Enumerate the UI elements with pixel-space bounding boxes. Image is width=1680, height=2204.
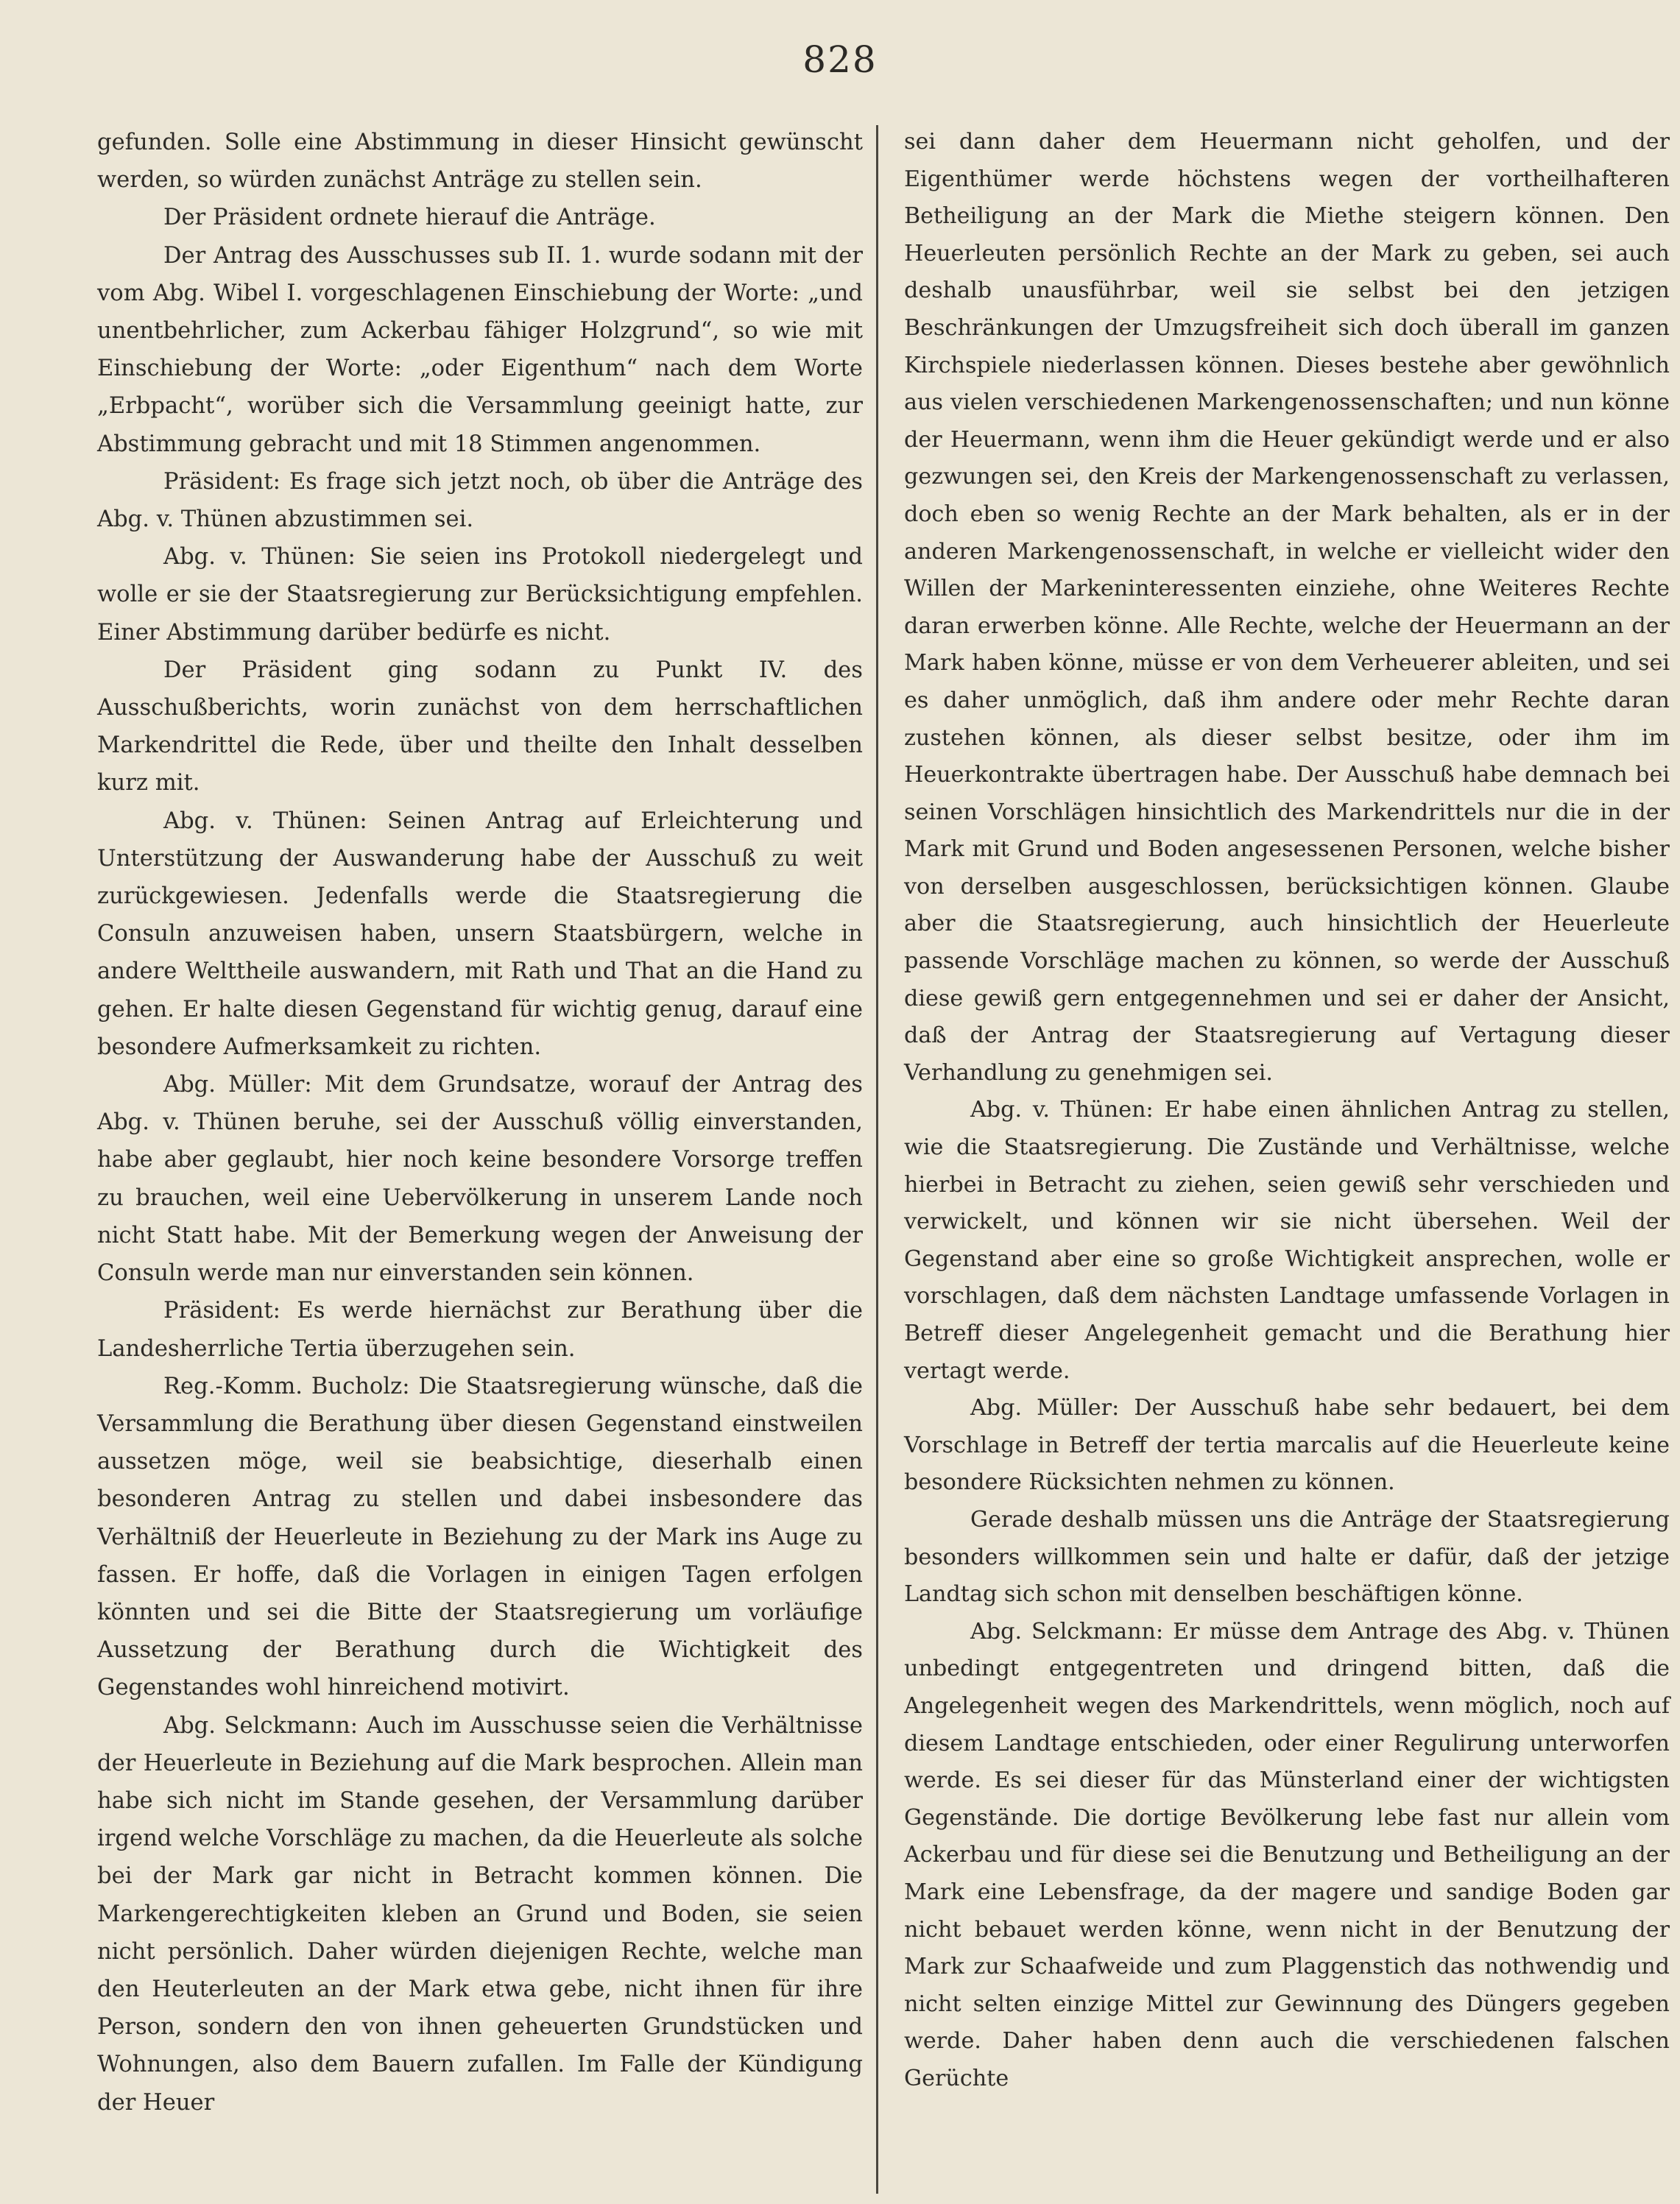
paragraph: Der Präsident ging sodann zu Punkt IV. des Ausschußberichts, worin zunächst von dem herrschaftlichen Markendrittel die Rede, über und theilte den Inhalt desselben kurz mit. xyxy=(97,657,863,797)
paragraph: Reg.-Komm. Bucholz: Die Staatsregierung wünsche, daß die Versammlung die Berathung über diesen Gegenstand einstweilen aussetzen möge, weil sie beabsichtige, dieserhalb einen besonderen Antrag zu stellen und dabei insbesondere das Verhältniß der Heuerleute in Beziehung zu der Mark ins Auge zu fassen. Er hoffe, daß die Vorlagen in einigen Tagen erfolgen könnten und sei die Bitte der Staatsregierung um vorläufige Aussetzung der Berathung durch die Wichtigkeit des Gegenstandes wohl hinreichend motivirt. xyxy=(97,1373,863,1701)
paragraph: sei dann daher dem Heuermann nicht geholfen, und der Eigenthümer werde höchstens wegen der vortheilhafteren Betheiligung an der Mark die Miethe steigern können. Den Heuerleuten persönlich Rechte an der Mark zu geben, sei auch deshalb unausführbar, weil sie selbst bei den jetzigen Beschränkungen der Umzugsfreiheit sich doch überall im ganzen Kirchspiele niederlassen können. Dieses bestehe aber gewöhnlich aus vielen verschiedenen Markengenossenschaften; und nun könne der Heuermann, wenn ihm die Heuer gekündigt werde und er also gezwungen sei, den Kreis der Markengenossenschaft zu verlassen, doch eben so wenig Rechte an der Mark behalten, als er in der anderen Markengenossenschaft, in welche er vielleicht wider den Willen der Markeninteressenten einziehe, ohne Weiteres Rechte daran erwerben könne. Alle Rechte, welche der Heuermann an der Mark haben könne, müsse er von dem Verheuerer ableiten, und sei es daher unmöglich, daß ihm andere oder mehr Rechte daran zustehen können, als dieser selbst besitze, oder ihm im Heuerkontrakte übertragen habe. Der Ausschuß habe demnach bei seinen Vorschlägen hinsichtlich des Markendrittels nur die in der Mark mit Grund und Boden angesessenen Personen, welche bisher von derselben ausgeschlossen, berücksichtigen können. Glaube aber die Staatsregierung, auch hinsichtlich der Heuerleute passende Vorschläge machen zu können, so werde der Ausschuß diese gewiß gern entgegennehmen und sei er daher der Ansicht, daß der Antrag der Staatsregierung auf Vertagung dieser Verhandlung zu genehmigen sei. xyxy=(904,129,1670,1086)
paragraph: Gerade deshalb müssen uns die Anträge der Staatsregierung besonders willkommen sein und halte er dafür, daß der jetzige Landtag sich schon mit denselben beschäftigen könne. xyxy=(904,1506,1670,1608)
paragraph: Abg. v. Thünen: Seinen Antrag auf Erleichterung und Unterstützung der Auswanderung habe der Ausschuß zu weit zurückgewiesen. Jedenfalls werde die Staatsregierung die Consuln anzuweisen haben, unsern Staatsbürgern, welche in andere Welttheile auswandern, mit Rath und That an die Hand zu gehen. Er halte diesen Gegenstand für wichtig genug, darauf eine besondere Aufmerksamkeit zu richten. xyxy=(97,808,863,1060)
column-divider xyxy=(876,125,878,2194)
paragraph: Abg. v. Thünen: Sie seien ins Protokoll niedergelegt und wolle er sie der Staatsregierung zur Berücksichtigung empfehlen. Einer Abstimmung darüber bedürfe es nicht. xyxy=(97,544,863,646)
left-column xyxy=(97,124,863,2122)
paragraph: Der Präsident ordnete hierauf die Anträge. xyxy=(163,205,656,231)
paragraph: Abg. Müller: Der Ausschuß habe sehr bedauert, bei dem Vorschlage in Betreff der tertia marcalis auf die Heuerleute keine besondere Rücksichten nehmen zu können. xyxy=(904,1395,1670,1496)
paragraph: Der Antrag des Ausschusses sub II. 1. wurde sodann mit der vom Abg. Wibel I. vorgeschlagenen Einschiebung der Worte: „und unentbehrlicher, zum Ackerbau fähiger Holzgrund“, so wie mit Einschiebung der Worte: „oder Eigenthum“ nach dem Worte „Erbpacht“, worüber sich die Versammlung geeinigt hatte, zur Abstimmung gebracht und mit 18 Stimmen angenommen. xyxy=(97,242,863,457)
page-number: 828 xyxy=(802,38,878,81)
paragraph: Abg. v. Thünen: Er habe einen ähnlichen Antrag zu stellen, wie die Staatsregierung. Die Zustände und Verhältnisse, welche hierbei in Betracht zu ziehen, seien gewiß sehr verschieden und verwickelt, und können wir sie nicht übersehen. Weil der Gegenstand aber eine so große Wichtigkeit ansprechen, wolle er vorschlagen, daß dem nächsten Landtage umfassende Vorlagen in Betreff dieser Angelegenheit gemacht und die Berathung hier vertagt werde. xyxy=(904,1097,1670,1384)
paragraph: Abg. Selckmann: Er müsse dem Antrage des Abg. v. Thünen unbedingt entgegentreten und dringend bitten, daß die Angelegenheit wegen des Markendrittels, wenn möglich, noch auf diesem Landtage entschieden, oder einer Regulirung unterworfen werde. Es sei dieser für das Münsterland einer der wichtigsten Gegenstände. Die dortige Bevölkerung lebe fast nur allein vom Ackerbau und für diese sei die Benutzung und Betheiligung an der Mark eine Lebensfrage, da der magere und sandige Boden gar nicht bebauet werden könne, wenn nicht in der Benutzung der Mark zur Schaafweide und zum Plaggenstich das nothwendig und nicht selten einzige Mittel zur Gewinnung des Düngers gegeben werde. Daher haben denn auch die verschiedenen falschen Gerüchte xyxy=(904,1618,1670,2091)
paragraph: Abg. Selckmann: Auch im Ausschusse seien die Verhältnisse der Heuerleute in Beziehung auf die Mark besprochen. Allein man habe sich nicht im Stande gesehen, der Versammlung darüber irgend welche Vorschläge zu machen, da die Heuerleute als solche bei der Mark gar nicht in Betracht kommen können. Die Markengerechtigkeiten kleben an Grund und Boden, sie seien nicht persönlich. Daher würden diejenigen Rechte, welche man den Heuterleuten an der Mark etwa gebe, nicht ihnen für ihre Person, sondern den von ihnen geheuerten Grundstücken und Wohnungen, also dem Bauern zufallen. Im Falle der Kündigung der Heuer xyxy=(97,1712,863,2116)
paragraph: Präsident: Es werde hiernächst zur Berathung über die Landesherrliche Tertia überzugehen sein. xyxy=(97,1298,863,1362)
paragraph: Abg. Müller: Mit dem Grundsatze, worauf der Antrag des Abg. v. Thünen beruhe, sei der Ausschuß völlig einverstanden, habe aber geglaubt, hier noch keine besondere Vorsorge treffen zu brauchen, weil eine Uebervölkerung in unserem Lande noch nicht Statt habe. Mit der Bemerkung wegen der Anweisung der Consuln werde man nur einverstanden sein können. xyxy=(97,1072,863,1287)
paragraph: gefunden. Solle eine Abstimmung in dieser Hinsicht gewünscht werden, so würden zunächst Anträge zu stellen sein. xyxy=(97,130,863,194)
right-column xyxy=(904,124,1670,2097)
paragraph: Präsident: Es frage sich jetzt noch, ob über die Anträge des Abg. v. Thünen abzustimmen sei. xyxy=(97,468,863,533)
